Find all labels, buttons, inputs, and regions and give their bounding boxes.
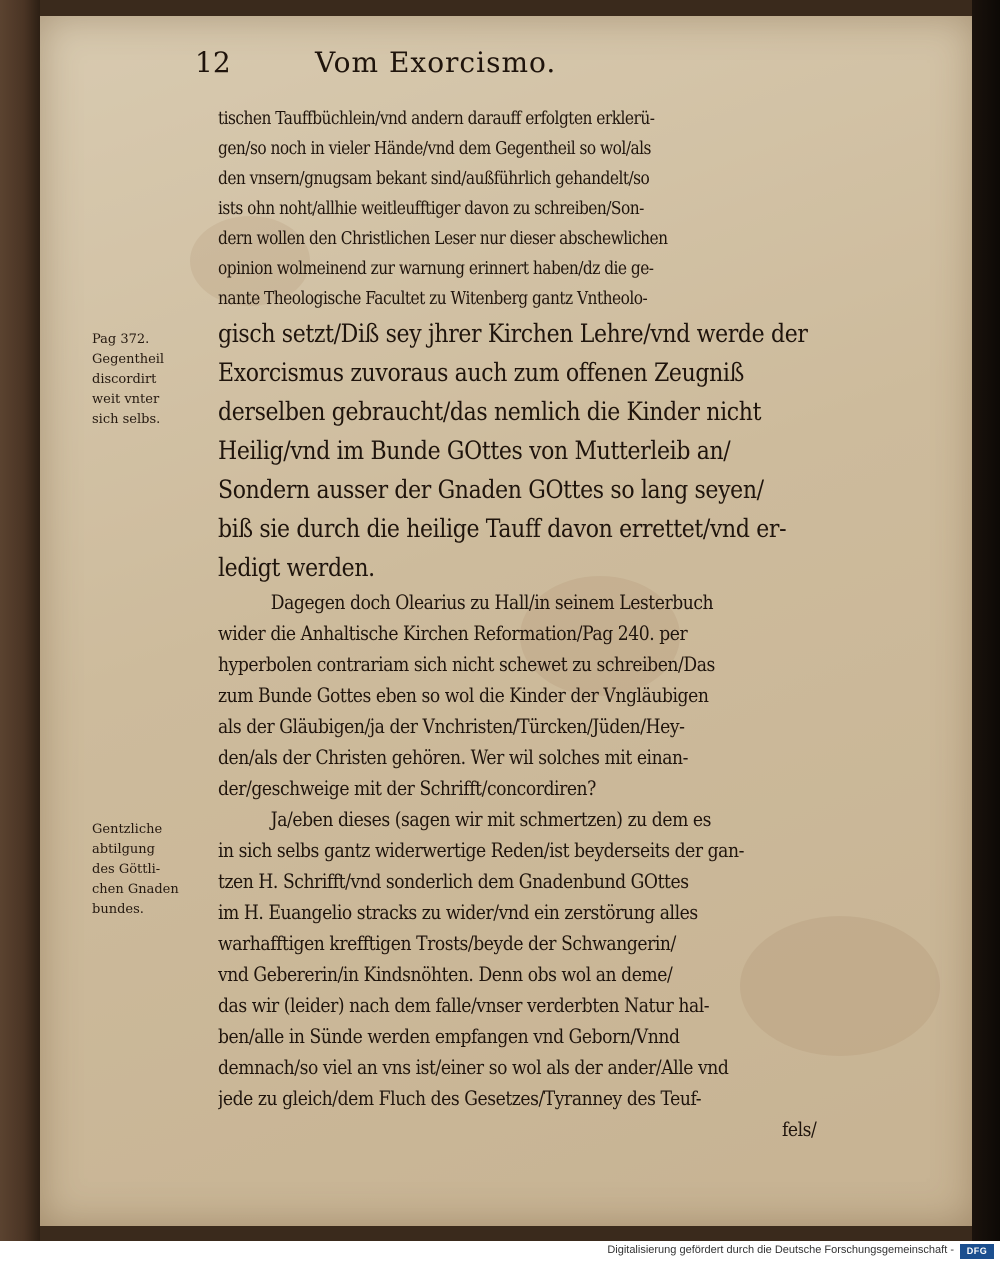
text-line: Dagegen doch Olearius zu Hall/in seinem Lesterbuch <box>270 591 714 614</box>
text-line: tzen H. Schrifft/vnd sonderlich dem Gnadenbund GOttes <box>218 870 689 893</box>
text-line: den vnsern/gnugsam bekant sind/außführlich gehandelt/so <box>218 169 650 189</box>
text-line: opinion wolmeinend zur warnung erinnert haben/dz die ge- <box>218 259 654 279</box>
text-line: jede zu gleich/dem Fluch des Gesetzes/Tyranney des Teuf- <box>218 1087 702 1110</box>
text-line: den/als der Christen gehören. Wer wil solches mit einan- <box>218 746 688 769</box>
text-line: ledigt werden. <box>218 553 375 582</box>
margin-note <box>92 820 252 920</box>
running-title: Vom Exorcismo. <box>315 46 557 79</box>
text-line: tischen Tauffbüchlein/vnd andern darauff erfolgten erklerü- <box>218 109 655 129</box>
text-line: im H. Euangelio stracks zu wider/vnd ein zerstörung alles <box>218 901 698 924</box>
text-line: Sondern ausser der Gnaden GOttes so lang seyen/ <box>218 475 764 504</box>
text-line: ists ohn noht/allhie weitleufftiger davon zu schreiben/Son- <box>218 199 644 219</box>
binding-gutter <box>0 0 40 1241</box>
footer-credit-bar <box>0 1241 1000 1263</box>
text-line: in sich selbs gantz widerwertige Reden/ist beyderseits der gan- <box>218 839 744 862</box>
text-line: gen/so noch in vieler Hände/vnd dem Gegentheil so wol/als <box>218 139 651 159</box>
book-edge <box>972 0 1000 1241</box>
text-line: zum Bunde Gottes eben so wol die Kinder der Vngläubigen <box>218 684 709 707</box>
text-line: ben/alle in Sünde werden empfangen vnd Geborn/Vnnd <box>218 1025 680 1048</box>
margin-notes <box>92 330 252 920</box>
margin-note-line: discordirt <box>92 372 157 387</box>
text-line: als der Gläubigen/ja der Vnchristen/Türcken/Jüden/Hey- <box>218 715 685 738</box>
text-line: derselben gebraucht/das nemlich die Kinder nicht <box>218 397 762 426</box>
text-line: hyperbolen contrariam sich nicht schewet zu schreiben/Das <box>218 653 715 676</box>
text-line: das wir (leider) nach dem falle/vnser verderbten Natur hal- <box>218 994 710 1017</box>
text-line: nante Theologische Facultet zu Witenberg gantz Vntheolo- <box>218 289 648 309</box>
margin-note-line: bundes. <box>92 902 144 917</box>
funding-credit: Digitalisierung gefördert durch die Deutsche Forschungsgemeinschaft - <box>607 1244 954 1256</box>
text-line: dern wollen den Christlichen Leser nur dieser abschewlichen <box>218 229 668 249</box>
text-line: der/geschweige mit der Schrifft/concordiren? <box>218 777 596 800</box>
page-number: 12 <box>195 46 231 79</box>
margin-note-line: Gegentheil <box>92 352 165 367</box>
margin-note-line: abtilgung <box>92 842 156 857</box>
text-line: vnd Gebererin/in Kindsnöhten. Denn obs wol an deme/ <box>218 963 673 986</box>
margin-note-line: chen Gnaden <box>92 882 179 897</box>
margin-note-line: des Göttli- <box>92 862 161 877</box>
text-line: Ja/eben dieses (sagen wir mit schmertzen) zu dem es <box>270 808 712 831</box>
margin-note <box>92 330 252 430</box>
text-line: demnach/so viel an vns ist/einer so wol als der ander/Alle vnd <box>218 1056 729 1079</box>
text-line: wider die Anhaltische Kirchen Reformation/Pag 240. per <box>218 622 688 645</box>
catchword: fels/ <box>782 1118 817 1141</box>
text-line: Exorcismus zuvoraus auch zum offenen Zeugniß <box>218 358 744 387</box>
text-line: gisch setzt/Diß sey jhrer Kirchen Lehre/vnd werde der <box>218 319 808 348</box>
margin-note-line: weit vnter <box>92 392 160 407</box>
text-line: biß sie durch die heilige Tauff davon errettet/vnd er- <box>218 514 787 543</box>
dfg-logo: DFG <box>960 1244 994 1259</box>
text-line: Heilig/vnd im Bunde GOttes von Mutterleib an/ <box>218 436 731 465</box>
margin-note-line: Pag 372. <box>92 332 150 347</box>
body-text <box>218 104 908 1145</box>
margin-note-line: Gentzliche <box>92 822 163 837</box>
running-head <box>195 46 556 79</box>
text-line: warhafftigen krefftigen Trosts/beyde der Schwangerin/ <box>218 932 676 955</box>
margin-note-line: sich selbs. <box>92 412 161 427</box>
